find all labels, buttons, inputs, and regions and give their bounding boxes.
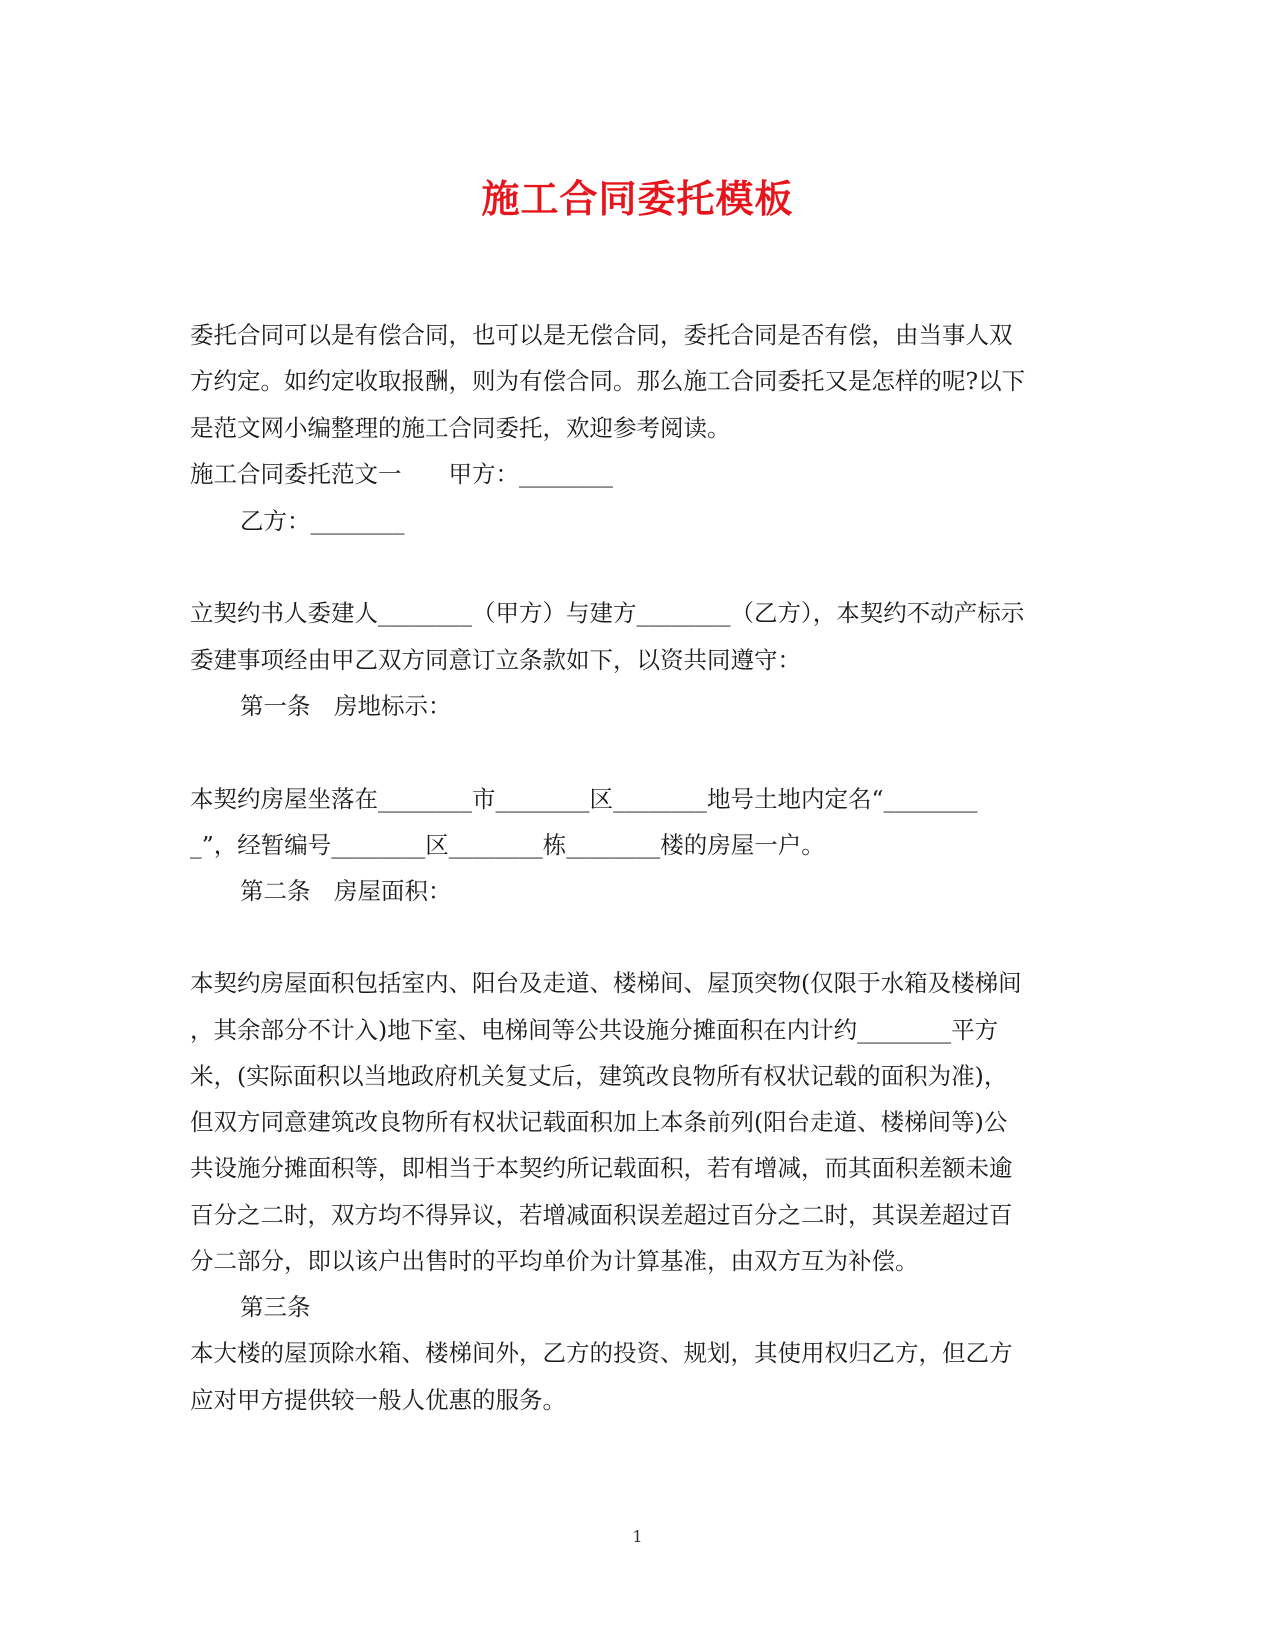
contract-preamble-line-2: 委建事项经由甲乙双方同意订立条款如下，以资共同遵守：	[190, 646, 801, 674]
article-2-line-5: 共设施分摊面积等，即相当于本契约所记载面积，若有增减，而其面积差额未逾	[190, 1154, 1013, 1182]
article-1-line-2: _”，经暂编号________区________栋________楼的房屋一户。	[190, 831, 825, 859]
article-3-line-2: 应对甲方提供较一般人优惠的服务。	[190, 1386, 566, 1414]
intro-line-1: 委托合同可以是有偿合同，也可以是无偿合同，委托合同是否有偿，由当事人双	[190, 321, 1013, 349]
article-2-line-3: 米，(实际面积以当地政府机关复丈后，建筑改良物所有权状记载的面积为准)，	[190, 1062, 1008, 1090]
article-3-line-1: 本大楼的屋顶除水箱、楼梯间外，乙方的投资、规划，其使用权归乙方，但乙方	[190, 1339, 1013, 1367]
article-2-line-4: 但双方同意建筑改良物所有权状记载面积加上本条前列(阳台走道、楼梯间等)公	[190, 1108, 1008, 1136]
intro-line-3: 是范文网小编整理的施工合同委托，欢迎参考阅读。	[190, 414, 731, 442]
intro-line-2: 方约定。如约定收取报酬，则为有偿合同。那么施工合同委托又是怎样的呢?以下	[190, 367, 1026, 395]
article-2-line-2: ，其余部分不计入)地下室、电梯间等公共设施分摊面积在内计约________平方	[190, 1016, 999, 1044]
article-2-line-1: 本契约房屋面积包括室内、阳台及走道、楼梯间、屋顶突物(仅限于水箱及楼梯间	[190, 969, 1022, 997]
article-2-heading: 第二条 房屋面积：	[240, 877, 452, 905]
party-b-line: 乙方：________	[240, 507, 405, 535]
page-number: 1	[632, 1527, 643, 1546]
document-title: 施工合同委托模板	[481, 176, 794, 221]
article-2-line-7: 分二部分，即以该户出售时的平均单价为计算基准，由双方互为补偿。	[190, 1247, 919, 1275]
article-3-heading: 第三条	[240, 1293, 311, 1321]
contract-preamble-line-1: 立契约书人委建人________（甲方）与建方________（乙方），本契约不动产标示	[190, 599, 1025, 627]
article-1-line-1: 本契约房屋坐落在________市________区________地号土地内定名“________	[190, 785, 978, 813]
article-2-line-6: 百分之二时，双方均不得异议，若增减面积误差超过百分之二时，其误差超过百	[190, 1201, 1013, 1229]
sample-heading-party-a: 施工合同委托范文一 甲方：________	[190, 460, 613, 488]
article-1-heading: 第一条 房地标示：	[240, 692, 452, 720]
